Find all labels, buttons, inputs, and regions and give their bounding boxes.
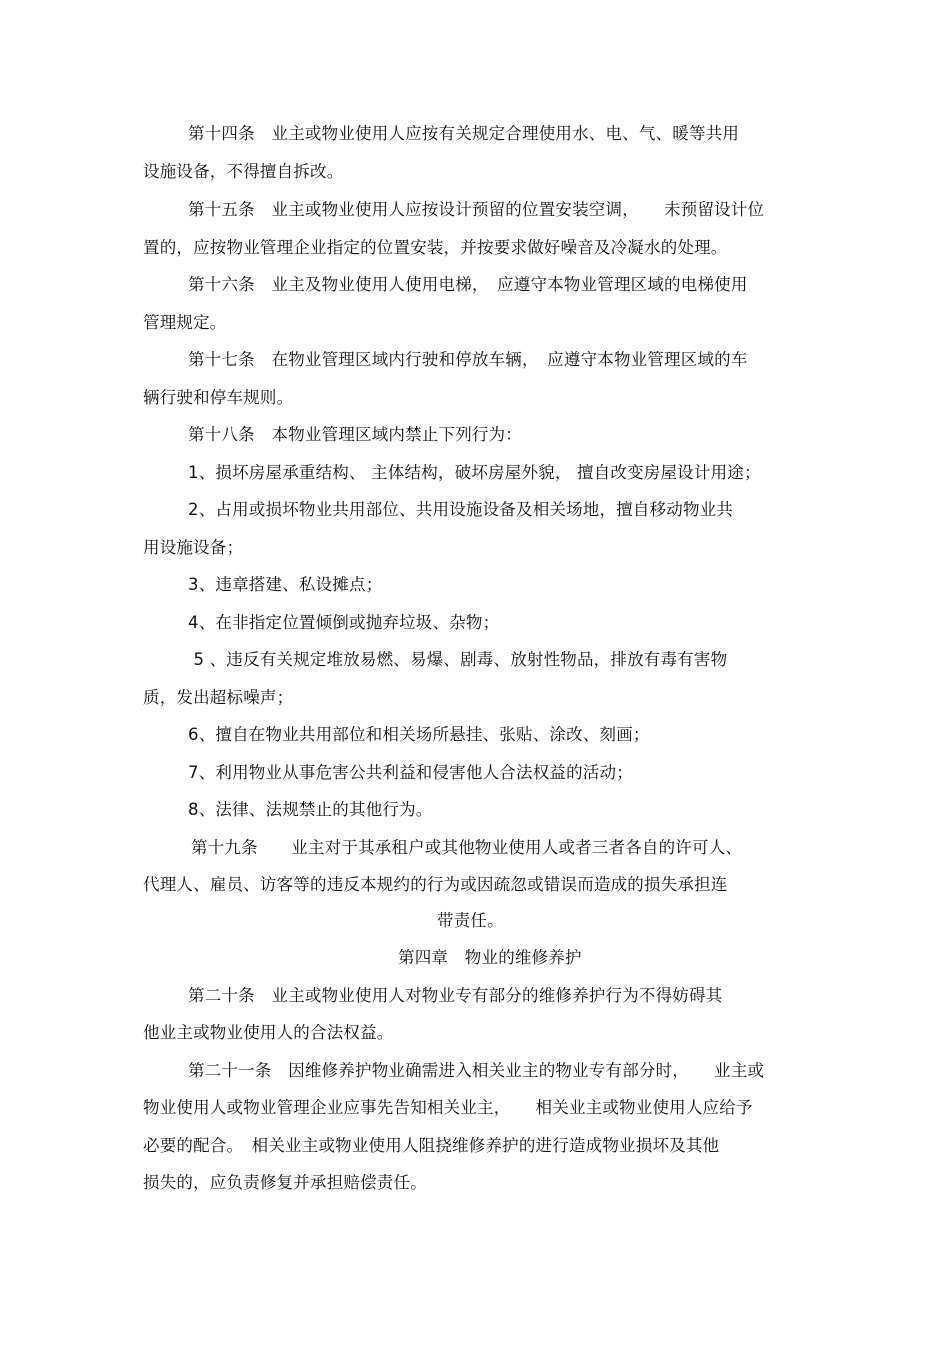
list-item-8: 8、法律、法规禁止的其他行为。 — [188, 800, 433, 819]
article-21-line-3: 必要的配合。 相关业主或物业使用人阻挠维修养护的进行造成物业损坏及其他 — [143, 1136, 720, 1155]
chapter-heading: 第四章 物业的维修养护 — [398, 948, 582, 967]
list-item-1: 1、损坏房屋承重结构、 主体结构，破坏房屋外貌， 擅自改变房屋设计用途； — [188, 463, 761, 482]
article-14-line-1: 第十四条 业主或物业使用人应按有关规定合理使用水、电、气、暖等共用 — [188, 124, 740, 143]
article-21-line-2: 物业使用人或物业管理企业应事先告知相关业主， 相关业主或物业使用人应给予 — [143, 1098, 753, 1117]
list-item-2-line-1: 2、占用或损坏物业共用部位、共用设施设备及相关场地，擅自移动物业共 — [188, 500, 734, 519]
article-21-line-1: 第二十一条 因维修养护物业确需进入相关业主的物业专有部分时， 业主或 — [188, 1061, 765, 1080]
article-16-line-1: 第十六条 业主及物业使用人使用电梯， 应遵守本物业管理区域的电梯使用 — [188, 275, 748, 294]
article-15-line-1: 第十五条 业主或物业使用人应按设计预留的位置安装空调， 未预留设计位 — [188, 200, 765, 219]
article-21-line-4: 损失的，应负责修复并承担赔偿责任。 — [143, 1173, 427, 1192]
article-17-line-1: 第十七条 在物业管理区域内行驶和停放车辆， 应遵守本物业管理区域的车 — [188, 350, 748, 369]
article-20-line-1: 第二十条 业主或物业使用人对物业专有部分的维修养护行为不得妨碍其 — [188, 986, 723, 1005]
article-19-line-3: 带责任。 — [437, 911, 504, 930]
list-item-5-line-2: 质，发出超标噪声； — [143, 688, 294, 707]
list-item-7: 7、利用物业从事危害公共利益和侵害他人合法权益的活动； — [188, 763, 633, 782]
list-item-6: 6、擅自在物业共用部位和相关场所悬挂、张贴、涂改、刻画； — [188, 725, 650, 744]
article-18-line-1: 第十八条 本物业管理区域内禁止下列行为： — [188, 425, 522, 444]
article-16-line-2: 管理规定。 — [143, 313, 227, 332]
list-item-3: 3、违章搭建、私设摊点； — [188, 575, 383, 594]
article-17-line-2: 辆行驶和停车规则。 — [143, 388, 294, 407]
article-14-line-2: 设施设备，不得擅自拆改。 — [143, 162, 344, 181]
list-item-4: 4、在非指定位置倾倒或抛弃垃圾、杂物； — [188, 613, 500, 632]
article-15-line-2: 置的，应按物业管理企业指定的位置安装，并按要求做好噪音及冷凝水的处理。 — [143, 238, 728, 257]
list-item-2-line-2: 用设施设备； — [143, 538, 244, 557]
list-item-5-line-1: 5 、违反有关规定堆放易燃、易爆、剧毒、放射性物品，排放有毒有害物 — [188, 650, 728, 669]
article-19-line-2: 代理人、雇员、访客等的违反本规约的行为或因疏忽或错误而造成的损失承担连 — [143, 875, 728, 894]
article-19-line-1: 第十九条 业主对于其承租户或其他物业使用人或者三者各自的许可人、 — [191, 838, 743, 857]
article-20-line-2: 他业主或物业使用人的合法权益。 — [143, 1023, 394, 1042]
